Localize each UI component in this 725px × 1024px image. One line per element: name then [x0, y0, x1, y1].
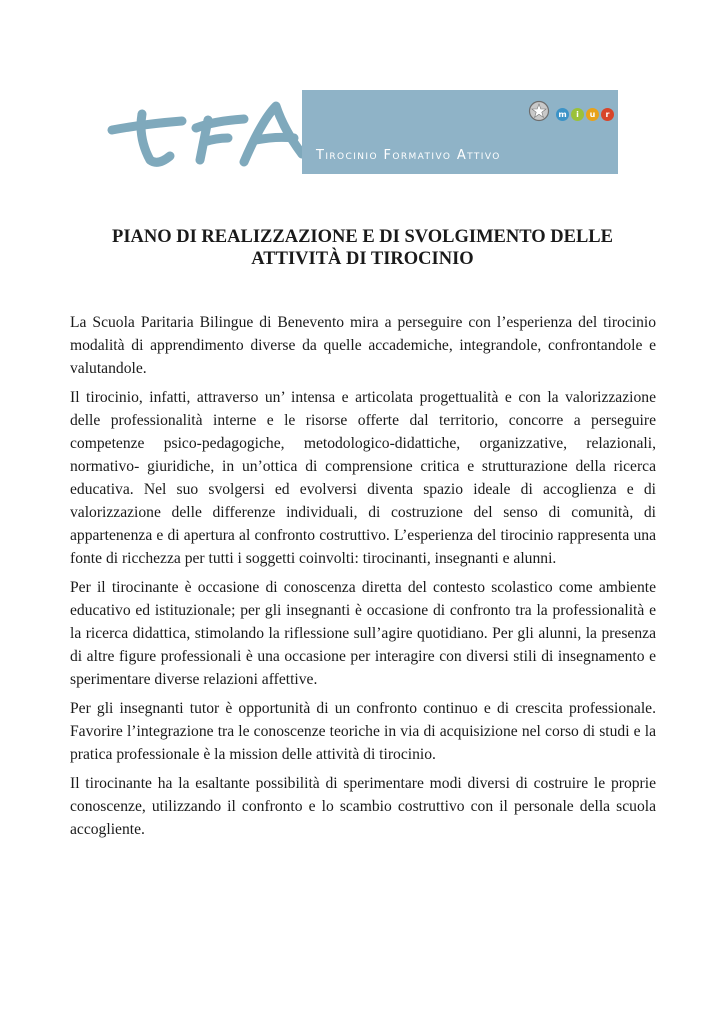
title-line-1: PIANO DI REALIZZAZIONE E DI SVOLGIMENTO DELLE [112, 227, 613, 247]
miur-badge-u: u [586, 108, 599, 121]
miur-badge-r: r [601, 108, 614, 121]
miur-logo [556, 104, 616, 120]
italian-republic-emblem-icon [528, 100, 550, 122]
miur-badge-i: i [571, 108, 584, 121]
tfa-header-logo [104, 90, 618, 174]
document-body [70, 311, 656, 847]
paragraph-3: Per il tirocinante è occasione di conoscenza diretta del contesto scolastico come ambiente educativo ed istituzionale; per gli insegnanti è occasione di confronto tra la professionalità e la ricerca didattica, stimolando la riflessione sull’agire quotidiano. Per gli alunni, la presenza di altre figure professionali è una occasione per interagire con diversi stili di insegnamento e sperimentare diverse relazioni affettive. [70, 579, 656, 688]
miur-badge-m: m [556, 108, 569, 121]
title-line-2: ATTIVITÀ DI TIROCINIO [251, 249, 474, 269]
paragraph-5: Il tirocinante ha la esaltante possibilità di sperimentare modi diversi di costruire le proprie conoscenze, utilizzando il confronto e lo scambio costruttivo con il personale della scuola accogliente. [70, 775, 656, 838]
paragraph-2: Il tirocinio, infatti, attraverso un’ intensa e articolata progettualità e con la valorizzazione delle professionalità interne e le risorse offerte dal territorio, concorre a perseguire competenze psico-pedagogiche, metodologico-didattiche, organizzative, relazionali, normativo- giuridiche, in un’ottica di comprensione critica e strutturazione della ricerca educativa. Nel suo svolgersi ed evolversi diventa spazio ideale di accoglienza e di valorizzazione delle differenze individuali, di costruzione del senso di comunità, di appartenenza e di apertura al confronto costruttivo. L’esperienza del tirocinio rappresenta una fonte di ricchezza per tutti i soggetti coinvolti: tirocinanti, insegnanti e alunni. [70, 389, 656, 567]
tfa-logo-letters [104, 90, 304, 174]
paragraph-1: La Scuola Paritaria Bilingue di Benevento mira a perseguire con l’esperienza del tirocinio modalità di apprendimento diverse da quelle accademiche, integrandole, confrontandole e valutandole. [70, 314, 656, 377]
banner-text: Tirocinio Formativo Attivo [316, 148, 501, 163]
tfa-banner [302, 90, 618, 174]
paragraph-4: Per gli insegnanti tutor è opportunità di un confronto continuo e di crescita professionale. Favorire l’integrazione tra le conoscenze teoriche in via di acquisizione nel corso di studi e la pratica professionale è la mission delle attività di tirocinio. [70, 700, 656, 763]
document-title [70, 226, 655, 270]
